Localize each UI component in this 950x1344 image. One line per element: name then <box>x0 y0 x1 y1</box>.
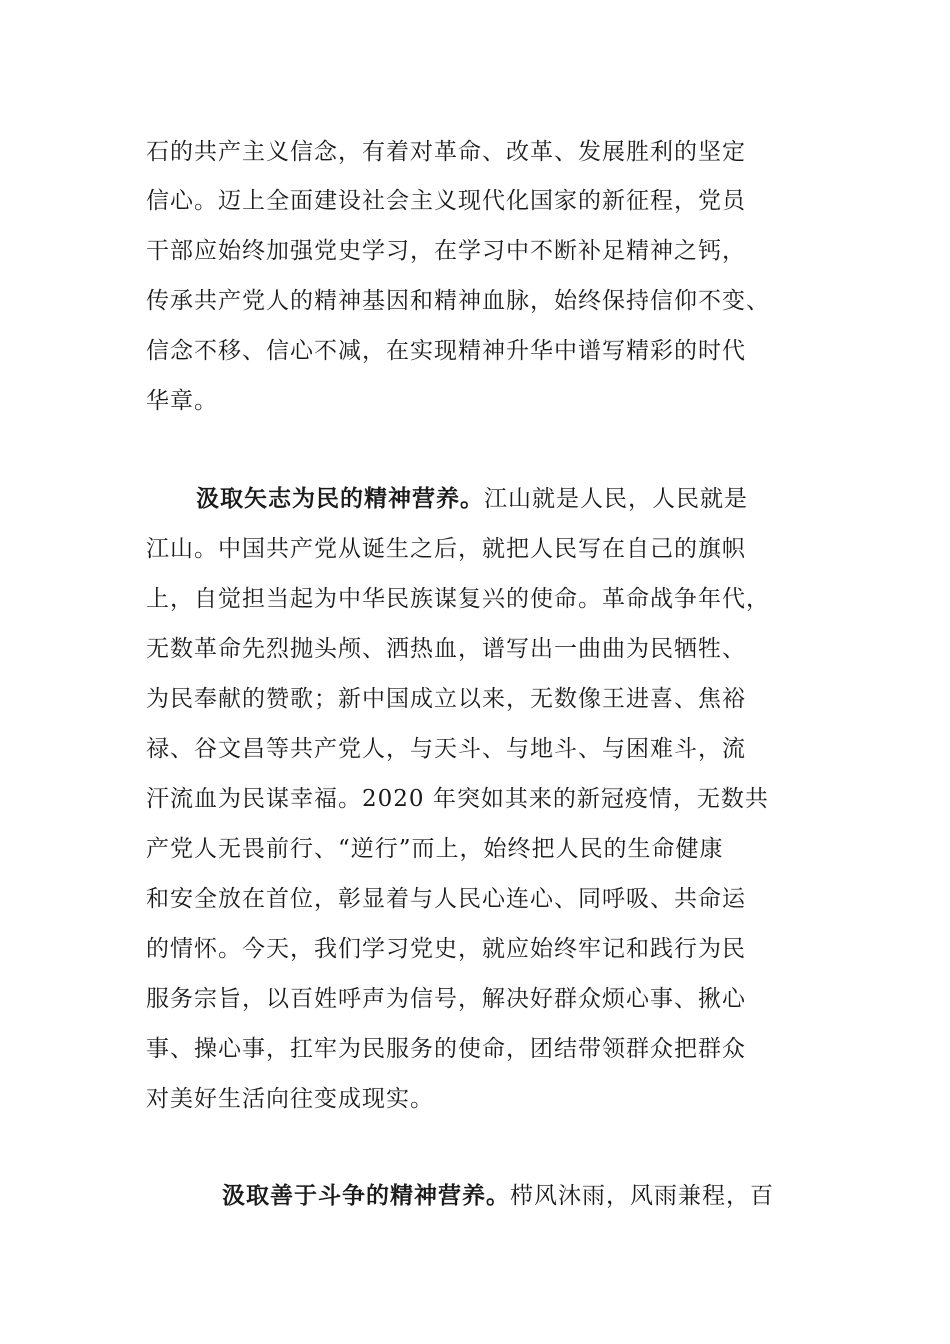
text-line: 的情怀。今天，我们学习党史，就应始终牢记和践行为民 <box>146 936 746 962</box>
paragraph-heading: 汲取矢志为民的精神营养。 <box>196 485 484 512</box>
text-line: 石的共产主义信念，有着对革命、改革、发展胜利的坚定 <box>146 139 746 165</box>
paragraph-heading: 汲取善于斗争的精神营养。 <box>222 1182 510 1209</box>
text-line: 禄、谷文昌等共产党人，与天斗、与地斗、与困难斗，流 <box>146 736 746 762</box>
text-line: 产党人无畏前行、“逆行”而上，始终把人民的生命健康 <box>146 836 724 862</box>
text-line: 信念不移、信心不减，在实现精神升华中谱写精彩的时代 <box>146 338 746 364</box>
text-line: 无数革命先烈抛头颅、洒热血，谱写出一曲曲为民牺牲、 <box>146 636 746 662</box>
paragraph-first-line <box>222 1181 774 1211</box>
text-line: 为民奉献的赞歌；新中国成立以来，无数像王进喜、焦裕 <box>146 686 746 712</box>
text-line: 传承共产党人的精神基因和精神血脉，始终保持信仰不变、 <box>146 288 770 314</box>
text-line: 对美好生活向往变成现实。 <box>146 1086 434 1112</box>
text-line: 华章。 <box>146 388 218 414</box>
text-line: 汗流血为民谋幸福。2020 年突如其来的新冠疫情，无数共 <box>146 786 769 812</box>
text-line: 服务宗旨，以百姓呼声为信号，解决好群众烦心事、揪心 <box>146 986 746 1012</box>
text-line: 干部应始终加强党史学习，在学习中不断补足精神之钙， <box>146 238 746 264</box>
text-line: 和安全放在首位，彰显着与人民心连心、同呼吸、共命运 <box>146 886 746 912</box>
text-line: 江山。中国共产党从诞生之后，就把人民写在自己的旗帜 <box>146 536 746 562</box>
paragraph-first-line <box>196 484 748 514</box>
text-line: 事、操心事，扛牢为民服务的使命，团结带领群众把群众 <box>146 1036 746 1062</box>
text-span: 江山就是人民，人民就是 <box>484 486 748 512</box>
text-span: 栉风沐雨，风雨兼程，百 <box>510 1183 774 1209</box>
text-line: 信心。迈上全面建设社会主义现代化国家的新征程，党员 <box>146 188 746 214</box>
text-line: 上，自觉担当起为中华民族谋复兴的使命。革命战争年代， <box>146 586 770 612</box>
